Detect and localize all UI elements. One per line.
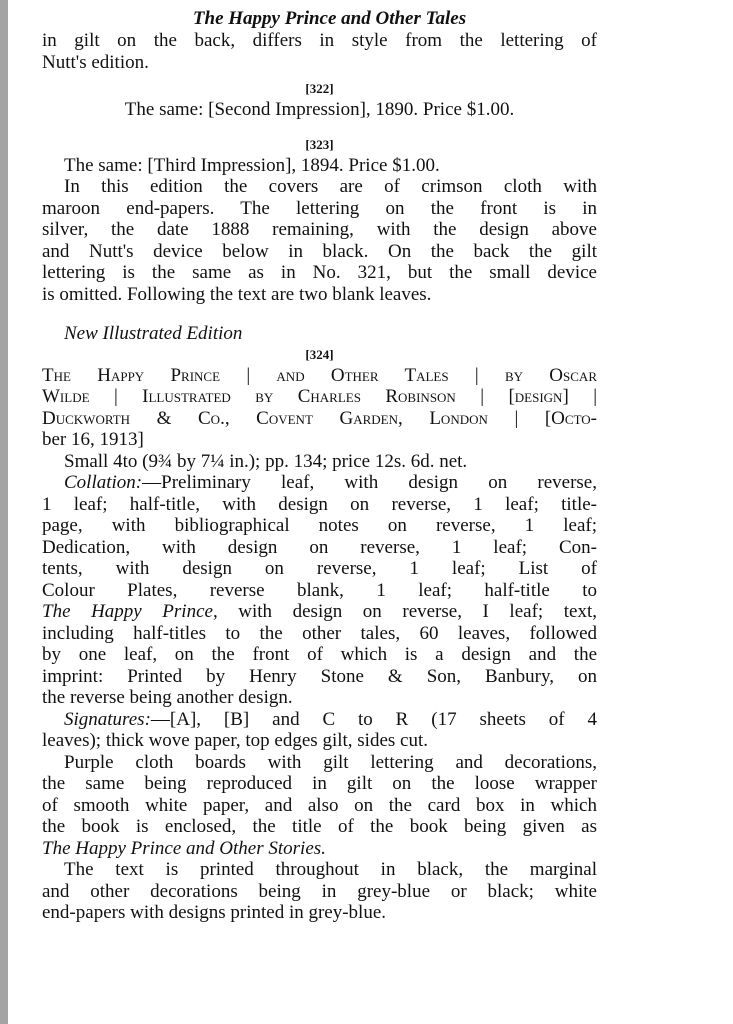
collation-book-title: The Happy Prince bbox=[42, 601, 213, 622]
entry-number-322: [322] bbox=[305, 81, 334, 96]
collation-text: —Preliminary leaf, with design on reverse, bbox=[142, 472, 597, 493]
entry-number-323: [323] bbox=[305, 136, 334, 152]
collation-line: by one leaf, on the front of which is a design and the bbox=[42, 644, 597, 665]
entry-number-324: [324] bbox=[305, 346, 334, 362]
signatures-line bbox=[42, 709, 597, 731]
entry-323-desc-line: silver, the date 1888 remaining, with the design above bbox=[42, 219, 597, 240]
entry-323-desc-line: In this edition the covers are of crimson cloth with bbox=[64, 176, 597, 197]
text-note-line: and other decorations being in grey-blue or black; white bbox=[42, 880, 597, 902]
entry-323-desc-line: and Nutt's device below in black. On the back the gilt bbox=[42, 240, 597, 262]
entry-323-text: The same: [Third Impression], 1894. Price $1.00. bbox=[64, 154, 440, 176]
entry-324-title-line: Duckworth & Co., Covent Garden, London | [Octo- bbox=[42, 407, 597, 429]
running-head: The Happy Prince and Other Tales bbox=[192, 8, 467, 29]
binding-line: the same being reproduced in gilt on the loose wrapper bbox=[42, 773, 597, 794]
entry-323-desc-line: lettering is the same as in No. 321, but the small device bbox=[42, 262, 597, 283]
text-note-line: The text is printed throughout in black, the marginal bbox=[64, 859, 597, 880]
intro-line: in gilt on the back, differs in style from the lettering of bbox=[42, 30, 597, 51]
binding-book-title: The Happy Prince and Other Stories. bbox=[42, 837, 326, 859]
section-heading: New Illustrated Edition bbox=[64, 323, 243, 344]
signatures-text: —[A], [B] and C to R (17 sheets of 4 bbox=[150, 708, 597, 730]
text-note-line: end-papers with designs printed in grey-blue. bbox=[42, 902, 387, 923]
collation-label: Collation: bbox=[64, 472, 143, 493]
collation-line: Dedication, with design on reverse, 1 leaf; Con- bbox=[42, 536, 597, 558]
collation-line bbox=[42, 601, 597, 623]
entry-323-desc-line: is omitted. Following the text are two blank leaves. bbox=[42, 283, 432, 305]
collation-line: including half-titles to the other tales, 60 leaves, followed bbox=[42, 622, 597, 644]
signatures-line: leaves); thick wove paper, top edges gilt, sides cut. bbox=[42, 730, 428, 751]
entry-322-text: The same: [Second Impression], 1890. Price $1.00. bbox=[124, 99, 515, 120]
entry-323-desc-line: maroon end-papers. The lettering on the front is in bbox=[42, 197, 597, 219]
signatures-label: Signatures: bbox=[64, 708, 151, 730]
entry-324-title-line: ber 16, 1913] bbox=[42, 429, 144, 450]
entry-324-title-line: Wilde | Illustrated by Charles Robinson | [design] | bbox=[42, 386, 597, 407]
binding-line: of smooth white paper, and also on the card box in which bbox=[42, 794, 597, 816]
collation-text: , with design on reverse, I leaf; text, bbox=[212, 601, 597, 622]
entry-324-title-line: The Happy Prince | and Other Tales | by Oscar bbox=[42, 364, 597, 386]
collation-line: 1 leaf; half-title, with design on reverse, 1 leaf; title- bbox=[42, 493, 597, 515]
collation-line: page, with bibliographical notes on reverse, 1 leaf; bbox=[42, 515, 597, 536]
page-edge-bar bbox=[0, 0, 8, 1024]
book-page bbox=[42, 8, 597, 924]
binding-line: the book is enclosed, the title of the book being given as bbox=[42, 816, 597, 837]
intro-line: Nutt's edition. bbox=[42, 51, 149, 73]
collation-line: Colour Plates, reverse blank, 1 leaf; half-title to bbox=[42, 579, 597, 601]
collation-line: imprint: Printed by Henry Stone & Son, Banbury, on bbox=[42, 665, 597, 687]
entry-324-format: Small 4to (9¾ by 7¼ in.); pp. 134; price 12s. 6d. net. bbox=[64, 450, 468, 472]
collation-line bbox=[42, 472, 597, 494]
collation-line: tents, with design on reverse, 1 leaf; List of bbox=[42, 558, 597, 579]
binding-line: Purple cloth boards with gilt lettering and decorations, bbox=[64, 751, 597, 773]
collation-line: the reverse being another design. bbox=[42, 687, 293, 708]
